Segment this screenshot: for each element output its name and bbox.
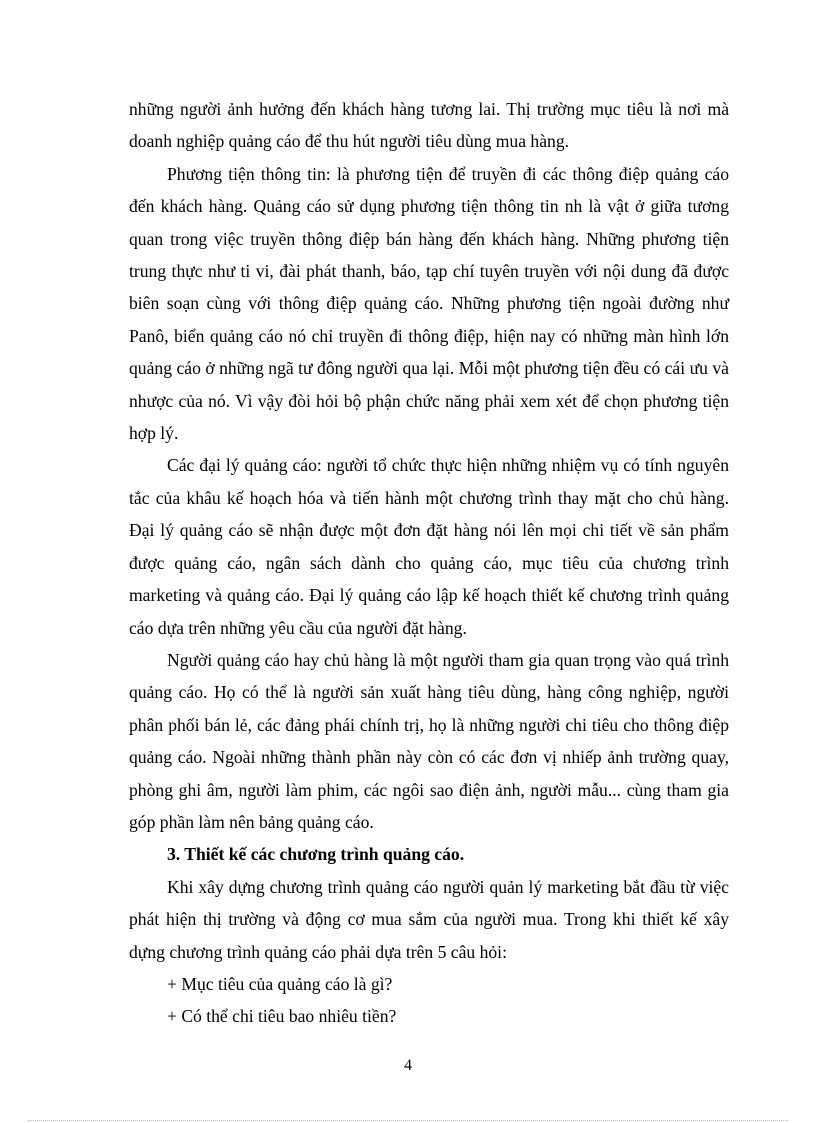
paragraph-agencies: Các đại lý quảng cáo: người tổ chức thực hiện những nhiệm vụ có tính nguyên tắc của khâu kế hoạch hóa và tiến hành một chương trình thay mặt cho chủ hàng. Đại lý quảng cáo sẽ nhận được một đơn đặt hàng nói lên mọi chi tiết về sản phẩm được quảng cáo, ngân sách dành cho quảng cáo, mục tiêu của chương trình marketing và quảng cáo. Đại lý quảng cáo lập kế hoạch thiết kế chương trình quảng cáo dựa trên những yêu cầu của người đặt hàng. [129, 455, 729, 638]
paragraph-media: Phương tiện thông tin: là phương tiện để truyền đi các thông điệp quảng cáo đến khách hàng. Quảng cáo sử dụng phương tiện thông tin nh là vật ở giữa tương quan trong việc truyền thông điệp bán hàng đến khách hàng. Những phương tiện trung thực như ti vi, đài phát thanh, báo, tạp chí tuyên truyền với nội dung đã được biên soạn cùng với thông điệp quảng cáo. Những phương tiện ngoài đường như Panô, biển quảng cáo nó chỉ truyền đi thông điệp, hiện nay có những màn hình lớn quảng cáo ở những ngã tư đông người qua lại. Mỗi một phương tiện đều có cái ưu và nhược của nó. Vì vậy đòi hỏi bộ phận chức năng phải xem xét để chọn phương tiện hợp lý. [129, 163, 729, 444]
page-body [129, 93, 729, 1033]
question-item-budget: + Có thể chi tiêu bao nhiêu tiền? [167, 1006, 397, 1027]
page-bottom-divider [28, 1120, 788, 1121]
question-item-objective: + Mục tiêu của quảng cáo là gì? [167, 973, 393, 994]
paragraph-advertisers: Người quảng cáo hay chủ hàng là một người tham gia quan trọng vào quá trình quảng cáo. Họ có thể là người sản xuất hàng tiêu dùng, hàng công nghiệp, người phân phối bán lẻ, các đảng phái chính trị, họ là những người chi tiêu cho thông điệp quảng cáo. Ngoài những thành phần này còn có các đơn vị nhiếp ảnh trường quay, phòng ghi âm, người làm phim, các ngôi sao điện ảnh, người mẫu... cùng tham gia góp phần làm nên bảng quảng cáo. [129, 649, 729, 832]
page-number: 4 [404, 1057, 412, 1074]
paragraph-program-design: Khi xây dựng chương trình quảng cáo người quản lý marketing bắt đầu từ việc phát hiện thị trường và động cơ mua sắm của người mua. Trong khi thiết kế xây dựng chương trình quảng cáo phải dựa trên 5 câu hỏi: [129, 876, 729, 962]
paragraph-target-market: những người ảnh hưởng đến khách hàng tương lai. Thị trường mục tiêu là nơi mà doanh nghiệp quảng cáo để thu hút người tiêu dùng mua hàng. [129, 99, 729, 152]
section-heading: 3. Thiết kế các chương trình quảng cáo. [167, 844, 465, 865]
